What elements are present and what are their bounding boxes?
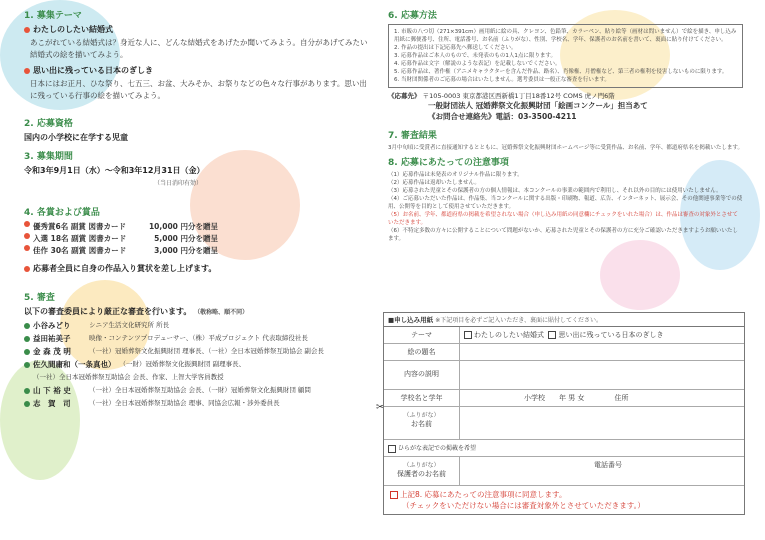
left-column (24, 8, 374, 410)
section-title: 1. 募集テーマ (24, 11, 82, 21)
eligibility: 国内の小学校に在学する児童 (24, 133, 128, 142)
contact-tel: 《お問合せ連絡先》電話：03-3500-4211 (428, 112, 577, 121)
theme1-checkbox[interactable] (464, 331, 472, 339)
name-row: （ふりがな） お名前 (384, 407, 744, 440)
scissors-icon: ✂ (376, 402, 385, 413)
section-title: 2. 応募資格 (24, 119, 73, 129)
bullet-icon (24, 362, 30, 368)
watercolor-blob (600, 240, 680, 310)
theme1-body: あこがれている結婚式は？身近な人に、どんな結婚式をあげたか聞いてみよう。自分があげてみたい結婚式の絵を描いてみよう。 (30, 38, 368, 59)
theme2-body: 日本にはお正月、ひな祭り、七五三、お盆、大みそか、お祭りなどの色々な行事があります。思い出に残っている行事の絵を描いてみよう。 (30, 79, 367, 100)
theme-row: テーマ わたしのしたい結婚式 思い出に残っている日本のぎしき (384, 327, 744, 344)
judge-row: 志 賀 司 （一社）全日本冠婚葬祭互助協会 理事、同協会広報・涉外委員長 (24, 397, 374, 410)
period-note: （当日消印有効） (154, 180, 203, 187)
bullet-icon (24, 336, 30, 342)
bullet-icon (24, 349, 30, 355)
application-method-box: 1. 市販の八つ切（271×391cm）画用紙に絵の具、クレヨン、色鉛筆、カラーペン、貼り絵等（画材は問いません）で絵を描き、申し込み用紙に郵便番号、住所、電話番号、お名前（ふりがな）、性別、学校名、学年、保護者のお名前を書いて、裏面に貼り付けてください。 2. 作品の提出は下記応募先へ郵送してください。 3. 応募作品はご本人のもので、未発表のもの1人1点に限ります。 4. 応募作品は文字（解説のような表記）を記載しないでください。 5. 応募作品は、著作権（アニメキャラクターを含んだ作品、路名）、肖像権、月僧権など、第三者の権利を侵害しないものに限ります。 6. 当財団関係者のご応募の場合はいたしません。選考委員は一般正な審査を行います。 (388, 24, 743, 88)
bullet-icon (24, 245, 30, 251)
theme2-checkbox[interactable] (548, 331, 556, 339)
address: 〒105-0003 東京都港区西新橋1丁目18番12号 COMS 虎ノ門6階 (422, 92, 615, 100)
theme1-heading: わたしのしたい結婚式 (33, 25, 113, 34)
judge-row: 小谷みどり シニア生活文化研究所 所長 (24, 319, 374, 332)
judge-row: 山 下 裕 史 （一社）全日本冠婚葬祭互助協会 会長、（一財）冠婚葬祭文化振興財団 顧問 (24, 384, 374, 397)
hiragana-row: ひらがな表記での掲載を希望 (384, 440, 744, 457)
hiragana-checkbox[interactable] (388, 445, 396, 453)
notes-list: （1）応募作品は未発表のオリジナル作品に限ります。 （2）応募作品は返却いたしません。 （3）応募された児童とその保護者の方の個人情報は、本コンクールの事業の範囲内で利用し、それ以外の目的には使用いたしません。 （4）ご応募いただいた作品は、作品集、当コンクールに関する出版・印刷物、報道、広告、インターネット、展示会、その他関連事業等での使用、公開等を目的として使用させていただきます。 （5）お名前、学年、都道府県の掲載を希望されない場合（申し込み用紙の同意欄にチェックをいれた場合）は、作品は審査の対象外とさせていただきます。 （6）不特定多数の方々に公開することについて問題がないか、応募された児童とその保護者の方に充分ご確認いただきますようお願いいたします。 (388, 172, 743, 242)
agree-checkbox[interactable] (390, 491, 398, 499)
bullet-icon (24, 266, 30, 272)
right-column (388, 8, 743, 243)
section-title: 8. 応募にあたっての注意事項 (388, 158, 509, 168)
desc-row: 内容の説明 (384, 361, 744, 390)
all-entrants-note: 応募者全員に自身の作品入り賞状を差し上げます。 (33, 264, 217, 273)
desc-field[interactable] (460, 361, 744, 389)
judge-row: 益田祐美子 映像・コンテンツプロデューサー、（株）平成プロジェクト 代表取締役社長 (24, 332, 374, 345)
section-title: 3. 募集期間 (24, 152, 73, 162)
section-title: 5. 審査 (24, 293, 55, 303)
title-field[interactable] (460, 344, 744, 360)
agreement-row: 上記8. 応募にあたっての注意事項に同意します。 （チェックをいただけない場合には審査対象外とさせていただきます。） (384, 486, 744, 514)
theme2-heading: 思い出に残っている日本のぎしき (33, 66, 153, 75)
section-title: 4. 各賞および賞品 (24, 208, 100, 218)
prize-row: 優秀賞6名 副賞 図書カード 10,000 円分を贈呈 (24, 221, 374, 233)
judge-row: （一社）全日本冠婚葬祭互助協会 会長、作家、上智大学客員教授 (33, 373, 224, 381)
judging-body: 以下の審査委員により厳正な審査を行います。 (24, 307, 192, 316)
prize-row: 入選 18名 副賞 図書カード 5,000 円分を贈呈 (24, 233, 374, 245)
application-form (383, 312, 745, 515)
bullet-icon (24, 233, 30, 239)
bullet-icon (24, 323, 30, 329)
guardian-row: （ふりがな） 保護者のお名前 電話番号 (384, 457, 744, 486)
school-row: 学校名と学年 小学校 年 男 女 住所 (384, 390, 744, 407)
address-label: 《応募先》 (388, 92, 421, 100)
section-title: 7. 審査結果 (388, 131, 437, 141)
judge-row: 金 森 茂 明 （一社）冠婚葬祭文化振興財団 理事長、（一社）全日本冠婚葬祭互助協会 副会長 (24, 345, 374, 358)
organization: 一般財団法人 冠婚葬祭文化振興財団「絵画コンクール」担当あて (428, 101, 648, 110)
section-title: 6. 応募方法 (388, 11, 437, 21)
judges-list (24, 319, 374, 410)
bullet-icon (24, 388, 30, 394)
judge-row: 佐久間庸和（一条真也） （一財）冠婚葬祭文化振興財団 副理事長、 (24, 358, 374, 371)
bullet-icon (24, 221, 30, 227)
period: 令和3年9月1日（水）〜令和3年12月31日（金） (24, 166, 205, 175)
title-row: 絵の題名 (384, 344, 744, 361)
form-header-note: ※下記項目を必ずご記入いただき、裏面に貼付してください。 (435, 317, 603, 324)
results-body: 3月中旬頃に受賞者に直接通知するとともに、冠婚葬祭文化振興財団ホームページ等に受賞作品、お名前、学年、都道府県名を掲載いたします。 (388, 145, 743, 151)
name-field[interactable] (460, 407, 744, 439)
bullet-icon (24, 401, 30, 407)
bullet-icon (24, 27, 30, 33)
judging-note: （敬称略、順不同） (194, 309, 249, 316)
form-header: ■申し込み用紙 (388, 316, 434, 324)
prize-row: 佳作 30名 副賞 図書カード 3,000 円分を贈呈 (24, 245, 374, 257)
bullet-icon (24, 68, 30, 74)
